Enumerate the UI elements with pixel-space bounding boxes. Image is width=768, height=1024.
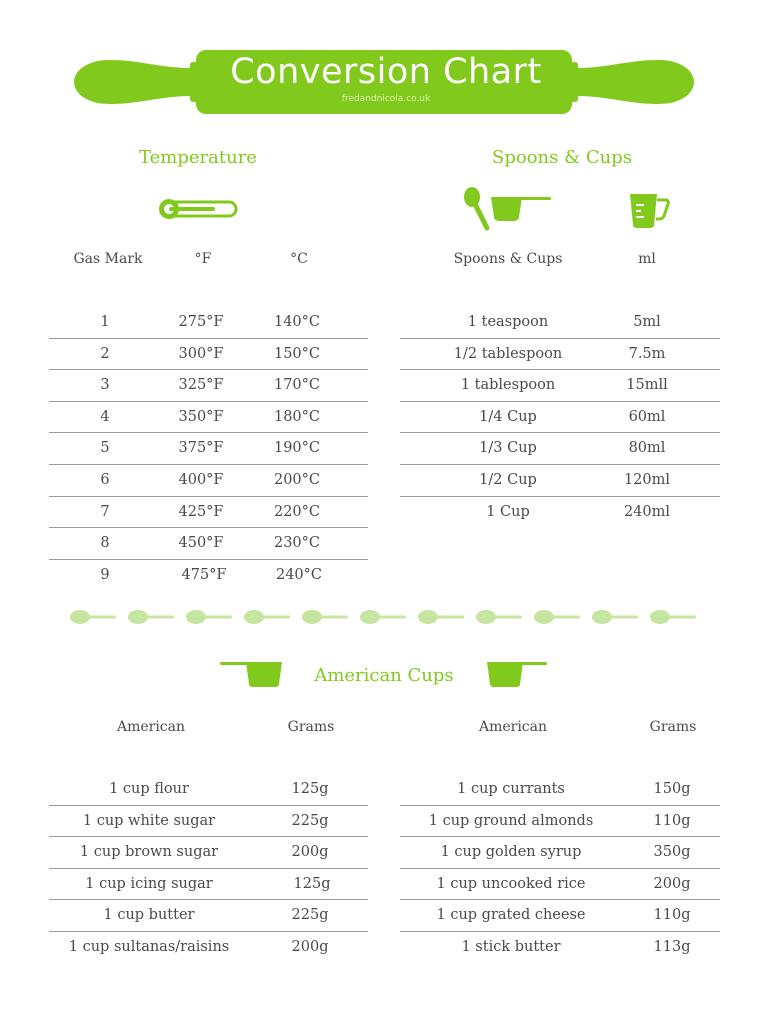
american-cups-title: American Cups <box>314 665 454 686</box>
gas-mark-cell: 3 <box>100 377 110 394</box>
grams-cell: 200g <box>653 875 691 892</box>
header-rolling-pin <box>0 40 768 120</box>
ingredient-cell: 1 cup golden syrup <box>440 844 582 861</box>
ingredient-cell: 1 stick butter <box>461 938 561 955</box>
ml-cell: 80ml <box>628 440 666 457</box>
col-header-fahrenheit: °F <box>194 251 212 267</box>
celsius-cell: 150°C <box>273 345 321 362</box>
table-row <box>400 465 720 497</box>
col-header-grams-right: Grams <box>649 719 697 735</box>
spoon-row-icon <box>66 606 706 628</box>
spoon-icon <box>592 610 638 624</box>
ml-cell: 240ml <box>623 503 671 520</box>
measure-cell: 1/2 Cup <box>479 471 537 488</box>
celsius-cell: 240°C <box>275 566 323 583</box>
celsius-cell: 180°C <box>273 408 321 425</box>
gas-mark-cell: 6 <box>100 471 110 488</box>
gas-mark-cell: 4 <box>100 408 110 425</box>
fahrenheit-cell: 475°F <box>181 566 227 583</box>
ingredient-cell: 1 cup grated cheese <box>436 907 586 924</box>
temperature-title: Temperature <box>139 147 257 168</box>
grams-cell: 225g <box>291 907 329 924</box>
ml-cell: 120ml <box>623 471 671 488</box>
table-row <box>400 774 720 806</box>
american-right-table <box>400 774 720 963</box>
table-row <box>49 307 368 339</box>
ingredient-cell: 1 cup brown sugar <box>79 844 219 861</box>
ingredient-cell: 1 cup uncooked rice <box>436 875 586 892</box>
fahrenheit-cell: 350°F <box>178 408 224 425</box>
ml-cell: 7.5m <box>628 345 666 362</box>
ingredient-cell: 1 cup butter <box>103 907 195 924</box>
table-row <box>49 806 368 838</box>
temperature-table <box>49 307 368 590</box>
page-title: Conversion Chart <box>230 52 542 92</box>
spoon-icon <box>534 610 580 624</box>
fahrenheit-cell: 300°F <box>178 345 224 362</box>
spoon-icon <box>302 610 348 624</box>
table-row <box>49 497 368 529</box>
spoon-icon <box>476 610 522 624</box>
grams-cell: 113g <box>653 938 691 955</box>
table-row <box>400 433 720 465</box>
table-row <box>400 837 720 869</box>
thermometer-icon <box>158 198 238 220</box>
table-row <box>49 900 368 932</box>
table-row <box>400 497 720 528</box>
grams-cell: 125g <box>293 875 331 892</box>
ingredient-cell: 1 cup white sugar <box>82 812 216 829</box>
celsius-cell: 220°C <box>273 503 321 520</box>
measure-cell: 1/2 tablespoon <box>453 345 563 362</box>
table-row <box>49 370 368 402</box>
fahrenheit-cell: 450°F <box>178 535 224 552</box>
grams-cell: 350g <box>653 844 691 861</box>
measuring-cup-left-icon <box>220 660 284 688</box>
table-row <box>49 465 368 497</box>
col-header-ml: ml <box>638 251 656 267</box>
fahrenheit-cell: 275°F <box>178 314 224 330</box>
table-row <box>400 307 720 339</box>
gas-mark-cell: 2 <box>100 345 110 362</box>
measure-cell: 1 Cup <box>486 503 530 520</box>
ingredient-cell: 1 cup currants <box>457 781 565 797</box>
grams-cell: 110g <box>653 812 691 829</box>
col-header-grams-left: Grams <box>287 719 335 735</box>
spoon-icon <box>70 610 116 624</box>
table-row <box>49 932 368 963</box>
measuring-jug-icon <box>626 192 670 228</box>
measure-cell: 1/4 Cup <box>479 408 537 425</box>
ml-cell: 60ml <box>628 408 666 425</box>
spoons-table <box>400 307 720 527</box>
celsius-cell: 190°C <box>273 440 321 457</box>
website-credit: fredandnicola.co.uk <box>341 94 431 104</box>
col-header-american-left: American <box>116 719 186 735</box>
table-row <box>49 560 368 591</box>
spoons-cups-title: Spoons & Cups <box>492 147 632 168</box>
ml-cell: 15mll <box>626 377 668 394</box>
col-header-american-right: American <box>478 719 548 735</box>
table-row <box>400 370 720 402</box>
fahrenheit-cell: 325°F <box>178 377 224 394</box>
measure-cell: 1 teaspoon <box>467 314 549 330</box>
col-header-celsius: °C <box>290 251 308 267</box>
celsius-cell: 200°C <box>273 471 321 488</box>
gas-mark-cell: 9 <box>100 566 110 583</box>
gas-mark-cell: 5 <box>100 440 110 457</box>
gas-mark-cell: 8 <box>100 535 110 552</box>
ingredient-cell: 1 cup icing sugar <box>85 875 213 892</box>
spoon-icon <box>360 610 406 624</box>
measuring-cup-right-icon <box>485 660 549 688</box>
table-row <box>49 774 368 806</box>
spoon-icon <box>650 610 696 624</box>
col-header-gas-mark: Gas Mark <box>73 251 143 267</box>
table-row <box>400 402 720 434</box>
table-row <box>400 869 720 901</box>
celsius-cell: 170°C <box>273 377 321 394</box>
table-row <box>49 528 368 560</box>
table-row <box>49 433 368 465</box>
measure-cell: 1/3 Cup <box>479 440 537 457</box>
ingredient-cell: 1 cup ground almonds <box>428 812 594 829</box>
spoon-icon <box>462 186 554 232</box>
fahrenheit-cell: 400°F <box>178 471 224 488</box>
grams-cell: 110g <box>653 907 691 924</box>
gas-mark-cell: 7 <box>100 503 110 520</box>
ingredient-cell: 1 cup sultanas/raisins <box>68 938 230 955</box>
grams-cell: 200g <box>291 938 329 955</box>
spoon-icon <box>418 610 464 624</box>
grams-cell: 125g <box>291 781 329 797</box>
table-row <box>400 339 720 371</box>
table-row <box>400 932 720 963</box>
fahrenheit-cell: 425°F <box>178 503 224 520</box>
spoon-icon <box>244 610 290 624</box>
grams-cell: 225g <box>291 812 329 829</box>
table-row <box>400 900 720 932</box>
table-row <box>400 806 720 838</box>
celsius-cell: 230°C <box>273 535 321 552</box>
fahrenheit-cell: 375°F <box>178 440 224 457</box>
spoon-icon <box>128 610 174 624</box>
ingredient-cell: 1 cup flour <box>109 781 189 797</box>
grams-cell: 150g <box>653 781 691 797</box>
celsius-cell: 140°C <box>273 314 321 330</box>
american-left-table <box>49 774 368 963</box>
spoon-icon <box>186 610 232 624</box>
table-row <box>49 869 368 901</box>
table-row <box>49 402 368 434</box>
grams-cell: 200g <box>291 844 329 861</box>
table-row <box>49 339 368 371</box>
col-header-spoons-cups: Spoons & Cups <box>453 251 563 267</box>
measure-cell: 1 tablespoon <box>460 377 556 394</box>
gas-mark-cell: 1 <box>100 314 110 330</box>
ml-cell: 5ml <box>633 314 661 330</box>
table-row <box>49 837 368 869</box>
